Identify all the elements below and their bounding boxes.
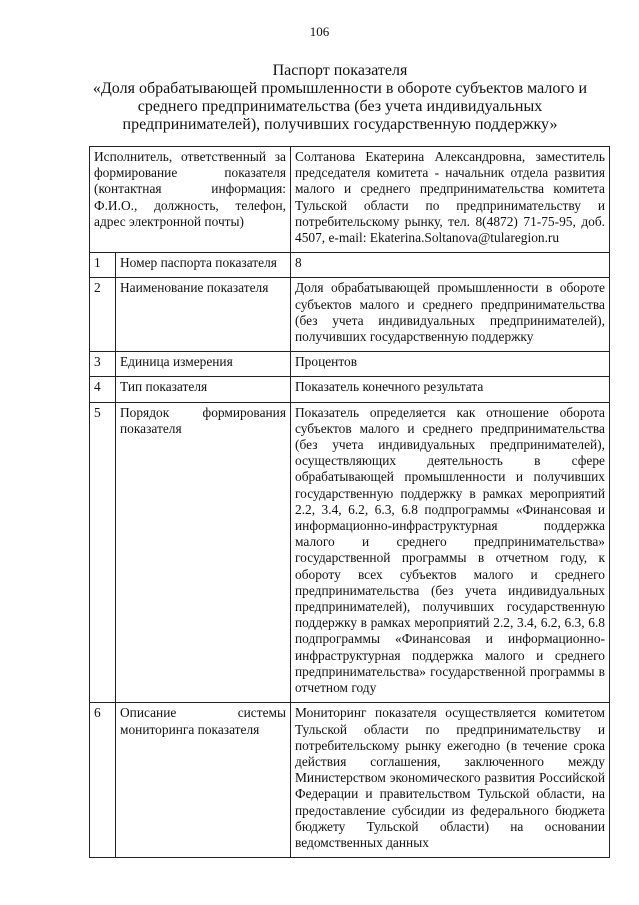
page-number: 106 xyxy=(309,24,330,39)
table-row xyxy=(90,703,610,858)
row-label: Описание системы мониторинга показателя xyxy=(116,703,291,858)
executor-label: Исполнитель, ответственный за формирование показателя (контактная информация: Ф.И.О., должность, телефон, адрес электронной почты) xyxy=(90,147,291,253)
row-number: 3 xyxy=(90,352,116,377)
row-number: 6 xyxy=(90,703,116,858)
table-row xyxy=(90,377,610,402)
executor-value: Солтанова Екатерина Александровна, заместитель председателя комитета - начальник отдела развития малого и среднего предпринимательства комитета Тульской области по предпринимательству и потребительскому рынку, тел. 8(4872) 71-75-95, доб. 4507, e-mail: Ekaterina.Soltanova@tularegion.ru xyxy=(291,147,610,253)
title-line-4: предпринимателей), получивших государственную поддержку» xyxy=(122,116,558,133)
document-title xyxy=(80,62,600,134)
row-label: Тип показателя xyxy=(116,377,291,402)
table-row xyxy=(90,402,610,703)
row-value: Процентов xyxy=(291,352,610,377)
title-line-1: Паспорт показателя xyxy=(272,62,408,79)
row-label: Номер паспорта показателя xyxy=(116,253,291,278)
row-value: 8 xyxy=(291,253,610,278)
row-value: Доля обрабатывающей промышленности в обороте субъектов малого и среднего предпринимательства (без учета индивидуальных предпринимателей), получивших государственную поддержку xyxy=(291,278,610,352)
title-line-2: «Доля обрабатывающей промышленности в обороте субъектов малого и xyxy=(92,80,588,97)
row-number: 2 xyxy=(90,278,116,352)
row-value: Мониторинг показателя осуществляется комитетом Тульской области по предпринимательству и потребительскому рынку ежегодно (в течение срока действия соглашения, заключенного между Министерством экономического развития Российской Федерации и правительством Тульской области, на предоставление субсидии из федерального бюджета бюджету Тульской области) на основании ведомственных данных xyxy=(291,703,610,858)
row-label: Порядок формирования показателя xyxy=(116,402,291,703)
table-row xyxy=(90,253,610,278)
row-number: 5 xyxy=(90,402,116,703)
row-number: 4 xyxy=(90,377,116,402)
passport-table xyxy=(89,146,610,858)
title-line-3: среднего предпринимательства (без учета индивидуальных xyxy=(137,98,543,115)
row-label: Наименование показателя xyxy=(116,278,291,352)
row-value: Показатель конечного результата xyxy=(291,377,610,402)
row-label: Единица измерения xyxy=(116,352,291,377)
table-row xyxy=(90,278,610,352)
row-number: 1 xyxy=(90,253,116,278)
table-row-executor xyxy=(90,147,610,253)
row-value: Показатель определяется как отношение оборота субъектов малого и среднего предпринимательства (без учета индивидуальных предпринимателей), осуществляющих деятельность в сфере обрабатывающей промышленности и получивших государственную поддержку в рамках мероприятий 2.2, 3.4, 6.2, 6.3, 6.8 подпрограммы «Финансовая и информационно-инфраструктурная поддержка малого и среднего предпринимательства» государственной программы в отчетном году, к обороту всех субъектов малого и среднего предпринимательства (без учета индивидуальных предпринимателей), получивших государственную поддержку в рамках мероприятий 2.2, 3.4, 6.2, 6.3, 6.8 подпрограммы «Финансовая и информационно-инфраструктурная поддержка малого и среднего предпринимательства» государственной программы в отчетном году xyxy=(291,402,610,703)
table-row xyxy=(90,352,610,377)
